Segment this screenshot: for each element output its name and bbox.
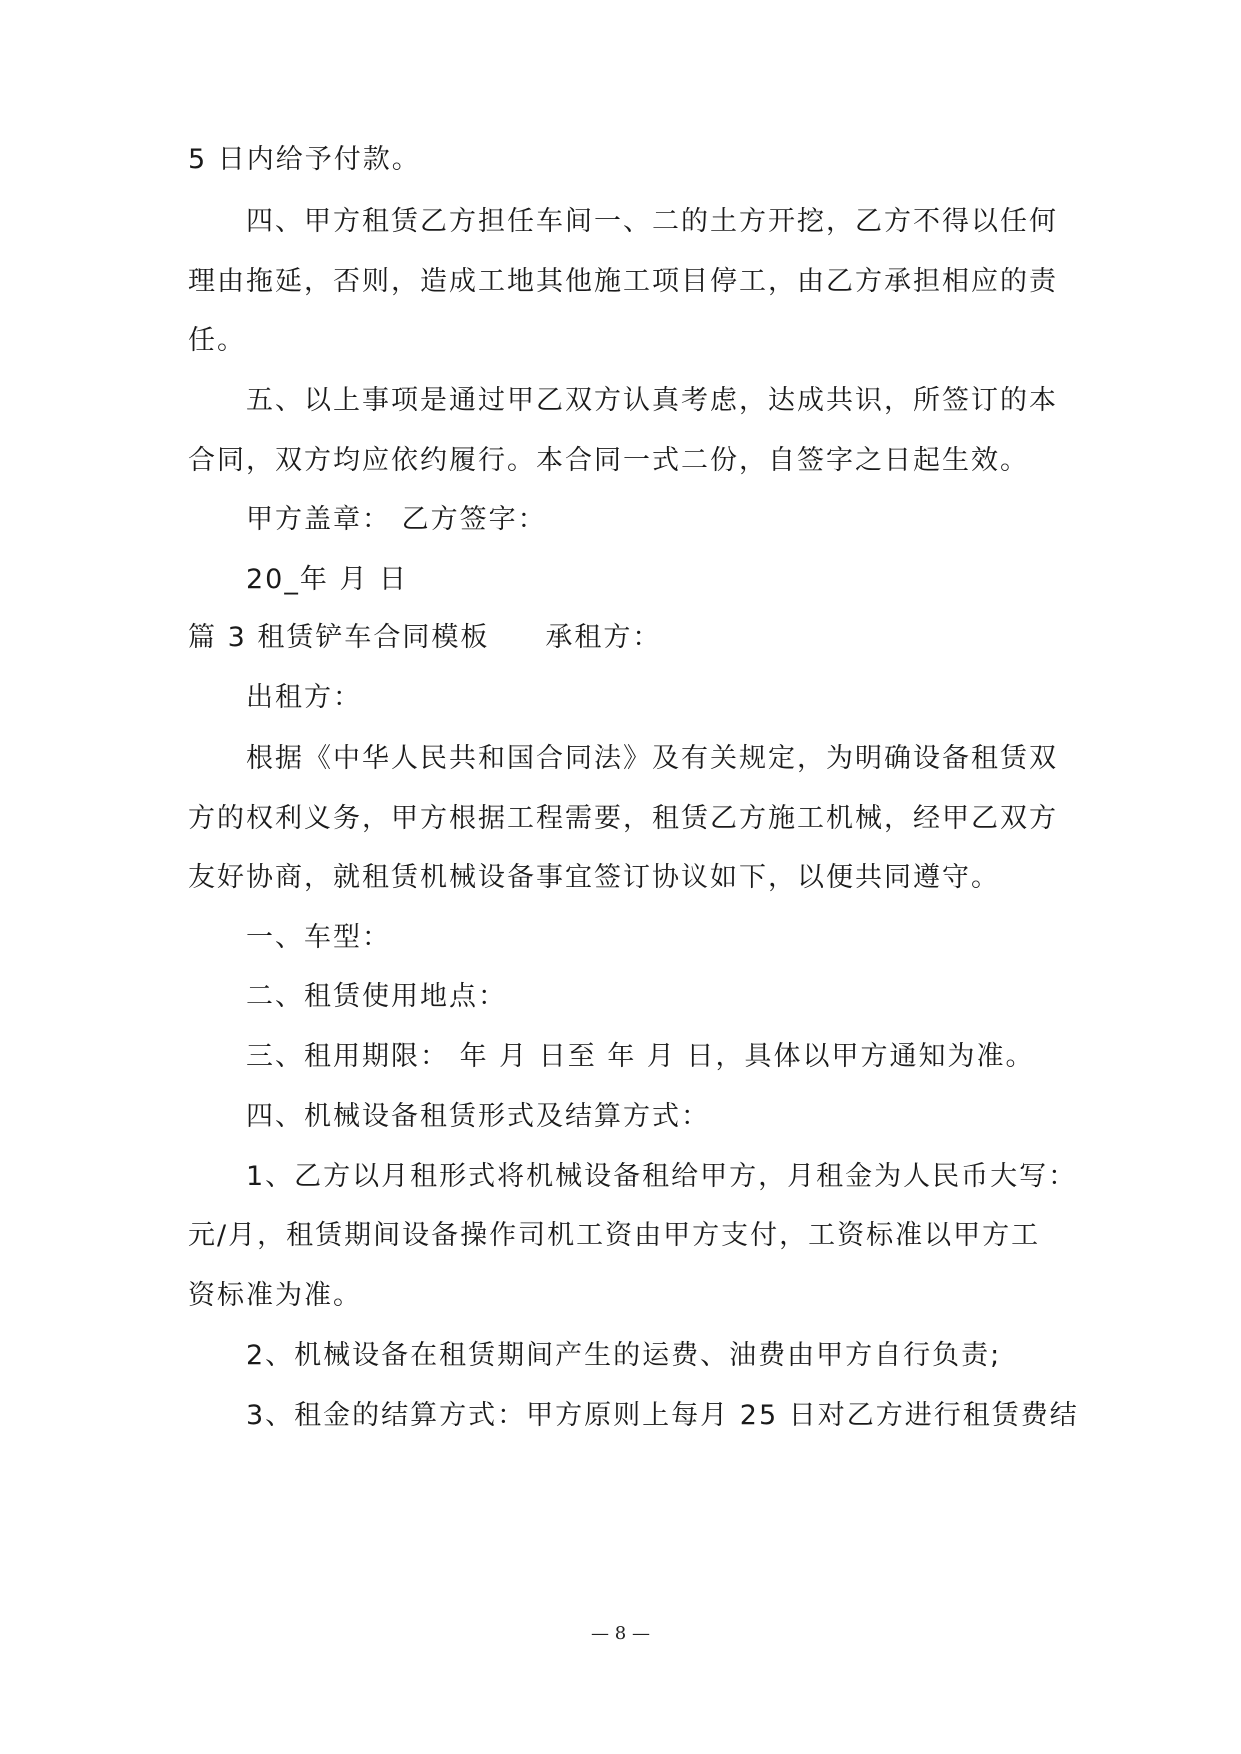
paragraph-line: 方的权利义务，甲方根据工程需要，租赁乙方施工机械，经甲乙双方 xyxy=(188,803,1058,834)
section-title: 篇 3 租赁铲车合同模板 xyxy=(188,622,490,653)
page-number: — 8 — xyxy=(591,1623,650,1644)
section-heading xyxy=(188,620,1068,656)
lessee-label: 承租方： xyxy=(545,622,662,653)
clause-line: 3、租金的结算方式：甲方原则上每月 25 日对乙方进行租赁费结 xyxy=(246,1400,1079,1431)
clause-line: 四、机械设备租赁形式及结算方式： xyxy=(246,1101,710,1132)
paragraph-line: 五、以上事项是通过甲乙双方认真考虑，达成共识，所签订的本 xyxy=(246,385,1058,416)
signature-line: 甲方盖章： 乙方签字： xyxy=(246,504,547,535)
paragraph-line: 任。 xyxy=(188,325,246,356)
paragraph-line: 合同，双方均应依约履行。本合同一式二份，自签字之日起生效。 xyxy=(188,445,1029,476)
paragraph-line: 5 日内给予付款。 xyxy=(188,144,421,175)
clause-line: 2、机械设备在租赁期间产生的运费、油费由甲方自行负责; xyxy=(246,1340,1002,1371)
lessor-label: 出租方： xyxy=(246,682,362,713)
clause-line: 1、乙方以月租形式将机械设备租给甲方，月租金为人民币大写： xyxy=(246,1161,1078,1192)
clause-line: 三、租用期限： 年 月 日至 年 月 日，具体以甲方通知为准。 xyxy=(246,1041,1035,1072)
paragraph-line: 资标准为准。 xyxy=(188,1280,362,1311)
date-line: 20_年 月 日 xyxy=(246,564,409,595)
paragraph-line: 四、甲方租赁乙方担任车间一、二的土方开挖，乙方不得以任何 xyxy=(246,206,1058,237)
clause-line: 一、车型： xyxy=(246,922,391,953)
paragraph-line: 理由拖延，否则，造成工地其他施工项目停工，由乙方承担相应的责 xyxy=(188,266,1058,297)
paragraph-line: 元/月，租赁期间设备操作司机工资由甲方支付，工资标准以甲方工 xyxy=(188,1220,1041,1251)
paragraph-line: 根据《中华人民共和国合同法》及有关规定，为明确设备租赁双 xyxy=(246,743,1058,774)
paragraph-line: 友好协商，就租赁机械设备事宜签订协议如下，以便共同遵守。 xyxy=(188,862,1000,893)
clause-line: 二、租赁使用地点： xyxy=(246,981,507,1012)
